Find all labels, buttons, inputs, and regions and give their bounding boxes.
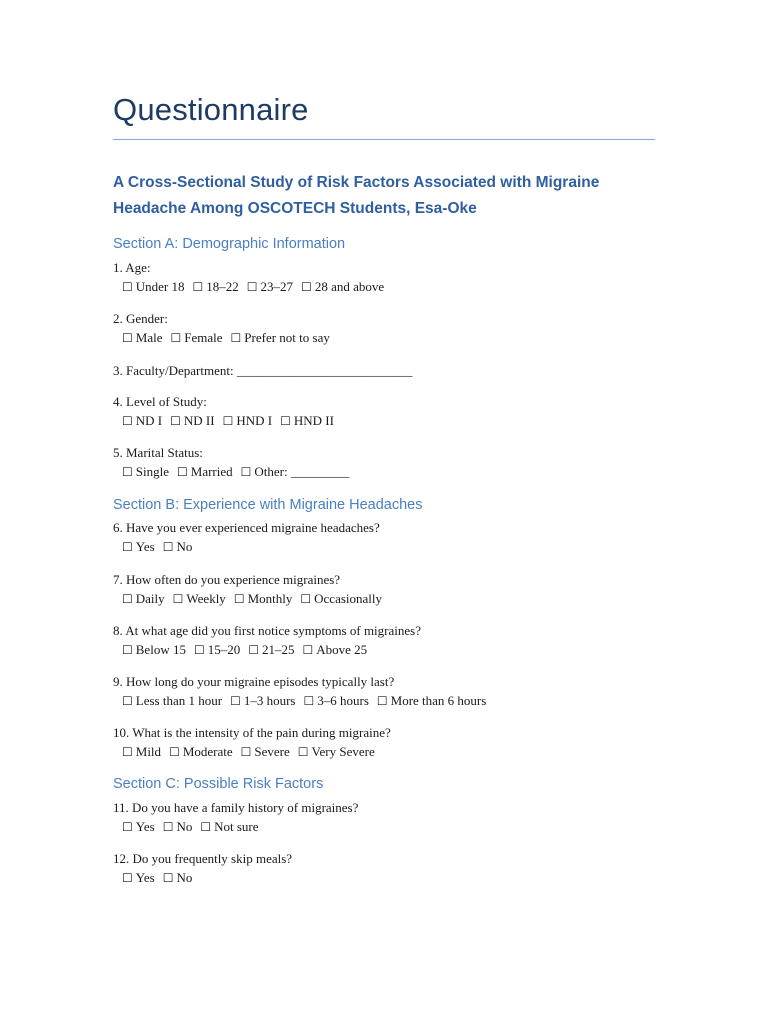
options — [113, 463, 357, 481]
checkbox-icon[interactable]: ☐ — [280, 414, 291, 428]
option-label: 21–25 — [262, 642, 295, 657]
option-label: Weekly — [186, 591, 226, 606]
option-label: No — [176, 539, 193, 554]
option-0[interactable] — [122, 818, 155, 836]
checkbox-icon[interactable]: ☐ — [122, 745, 133, 759]
option-1[interactable] — [193, 278, 239, 296]
option-label: Male — [135, 330, 163, 345]
checkbox-icon[interactable]: ☐ — [162, 871, 174, 885]
question-11 — [113, 799, 358, 836]
option-label: HND II — [293, 413, 334, 428]
checkbox-icon[interactable]: ☐ — [172, 592, 184, 606]
option-1[interactable] — [169, 743, 233, 761]
checkbox-icon[interactable]: ☐ — [303, 694, 315, 708]
page-title: Questionnaire — [113, 92, 309, 127]
question-2 — [113, 310, 338, 347]
checkbox-icon[interactable]: ☐ — [162, 820, 174, 834]
checkbox-icon[interactable]: ☐ — [177, 465, 188, 479]
option-label: Under 18 — [135, 279, 185, 294]
checkbox-icon[interactable]: ☐ — [240, 465, 252, 479]
checkbox-icon[interactable]: ☐ — [169, 745, 180, 759]
option-1[interactable] — [177, 463, 233, 481]
question-text: 10. What is the intensity of the pain during migraine? — [113, 725, 391, 740]
option-2[interactable] — [241, 743, 290, 761]
option-label: No — [176, 870, 193, 885]
checkbox-icon[interactable]: ☐ — [246, 280, 258, 294]
option-label: Other: _________ — [254, 464, 350, 479]
option-label: 15–20 — [207, 642, 241, 657]
title-divider — [113, 139, 655, 140]
option-label: Moderate — [182, 744, 233, 759]
option-0[interactable] — [122, 692, 222, 710]
checkbox-icon[interactable]: ☐ — [170, 331, 182, 345]
option-label: Married — [190, 464, 233, 479]
options — [113, 412, 342, 430]
option-label: More than 6 hours — [390, 693, 487, 708]
question-1 — [113, 259, 392, 296]
question-12 — [113, 850, 292, 887]
option-label: 23–27 — [260, 279, 294, 294]
checkbox-icon[interactable]: ☐ — [122, 694, 133, 708]
option-0[interactable] — [122, 278, 185, 296]
question-4 — [113, 393, 342, 430]
option-0[interactable] — [122, 590, 165, 608]
question-6 — [113, 519, 380, 556]
question-10 — [113, 724, 391, 761]
option-3[interactable] — [298, 743, 375, 761]
option-1[interactable] — [230, 692, 295, 710]
checkbox-icon[interactable]: ☐ — [248, 643, 259, 657]
option-label: Monthly — [247, 591, 293, 606]
option-label: HND I — [236, 413, 273, 428]
option-label: 28 and above — [314, 279, 385, 294]
checkbox-icon[interactable]: ☐ — [302, 643, 314, 657]
question-9 — [113, 673, 494, 710]
section-c-heading: Section C: Possible Risk Factors — [113, 776, 324, 792]
question-3 — [113, 362, 412, 380]
faculty-department-field[interactable]: 3. Faculty/Department: ___________________________ — [113, 363, 413, 378]
option-2[interactable] — [223, 412, 273, 430]
option-2[interactable] — [234, 590, 293, 608]
option-label: Prefer not to say — [244, 330, 330, 345]
option-label: Below 15 — [135, 642, 186, 657]
options — [113, 818, 358, 836]
question-text: 7. How often do you experience migraines? — [113, 572, 341, 587]
checkbox-icon[interactable]: ☐ — [300, 592, 312, 606]
checkbox-icon[interactable]: ☐ — [200, 820, 212, 834]
option-label: Daily — [135, 591, 165, 606]
checkbox-icon[interactable]: ☐ — [122, 820, 133, 834]
question-7 — [113, 571, 390, 608]
section-a-heading: Section A: Demographic Information — [113, 236, 346, 252]
option-label: Occasionally — [314, 591, 383, 606]
checkbox-icon[interactable]: ☐ — [297, 745, 309, 759]
option-1[interactable] — [170, 412, 214, 430]
option-2[interactable] — [241, 463, 350, 481]
option-3[interactable] — [300, 590, 382, 608]
option-label: ND II — [183, 413, 215, 428]
checkbox-icon[interactable]: ☐ — [122, 465, 133, 479]
options — [113, 869, 292, 887]
section-b-heading: Section B: Experience with Migraine Headaches — [113, 497, 423, 513]
option-label: Less than 1 hour — [135, 693, 223, 708]
option-0[interactable] — [122, 743, 161, 761]
checkbox-icon[interactable]: ☐ — [122, 280, 133, 294]
option-3[interactable] — [377, 692, 486, 710]
question-text: 6. Have you ever experienced migraine headaches? — [113, 520, 380, 535]
question-5 — [113, 444, 357, 481]
option-1[interactable] — [163, 818, 193, 836]
checkbox-icon[interactable]: ☐ — [240, 745, 252, 759]
option-2[interactable] — [247, 278, 293, 296]
options — [113, 692, 494, 710]
option-label: 1–3 hours — [243, 693, 296, 708]
checkbox-icon[interactable]: ☐ — [122, 331, 133, 345]
checkbox-icon[interactable]: ☐ — [122, 871, 133, 885]
question-text: 2. Gender: — [113, 311, 168, 326]
question-text: 8. At what age did you first notice symptoms of migraines? — [113, 623, 421, 638]
option-1[interactable] — [173, 590, 226, 608]
option-label: Yes — [135, 539, 155, 554]
option-1[interactable] — [170, 329, 222, 347]
option-2[interactable] — [248, 641, 294, 659]
option-1[interactable] — [194, 641, 240, 659]
option-label: Female — [184, 330, 223, 345]
option-label: No — [176, 819, 193, 834]
option-1[interactable] — [163, 869, 193, 887]
option-label: Above 25 — [316, 642, 368, 657]
checkbox-icon[interactable]: ☐ — [230, 694, 241, 708]
option-3[interactable] — [301, 278, 384, 296]
option-label: 18–22 — [206, 279, 239, 294]
option-1[interactable] — [163, 538, 193, 556]
checkbox-icon[interactable]: ☐ — [122, 643, 133, 657]
options — [113, 743, 391, 761]
options — [113, 278, 392, 296]
option-label: Yes — [135, 819, 155, 834]
question-8 — [113, 622, 421, 659]
option-3[interactable] — [280, 412, 334, 430]
option-0[interactable] — [122, 538, 155, 556]
study-subtitle: A Cross-Sectional Study of Risk Factors Associated with Migraine Headache Among OSCOTECH Students, Esa-Oke — [113, 174, 600, 217]
option-3[interactable] — [303, 641, 368, 659]
option-label: ND I — [135, 413, 163, 428]
question-text: 1. Age: — [113, 260, 151, 275]
checkbox-icon[interactable]: ☐ — [122, 540, 133, 554]
question-text: 5. Marital Status: — [113, 445, 203, 460]
checkbox-icon[interactable]: ☐ — [122, 592, 133, 606]
checkbox-icon[interactable]: ☐ — [193, 643, 205, 657]
question-text: 4. Level of Study: — [113, 394, 207, 409]
question-text: 11. Do you have a family history of migraines? — [113, 800, 359, 815]
question-text: 9. How long do your migraine episodes typically last? — [113, 674, 395, 689]
option-2[interactable] — [231, 329, 330, 347]
option-0[interactable] — [122, 463, 169, 481]
option-label: Not sure — [214, 819, 259, 834]
option-0[interactable] — [122, 329, 162, 347]
option-0[interactable] — [122, 869, 155, 887]
options — [113, 329, 338, 347]
checkbox-icon[interactable]: ☐ — [222, 414, 234, 428]
option-label: Mild — [135, 744, 162, 759]
option-label: Severe — [254, 744, 290, 759]
options — [113, 641, 421, 659]
option-0[interactable] — [122, 412, 162, 430]
checkbox-icon[interactable]: ☐ — [192, 280, 204, 294]
checkbox-icon[interactable]: ☐ — [230, 331, 242, 345]
checkbox-icon[interactable]: ☐ — [170, 414, 181, 428]
option-2[interactable] — [200, 818, 258, 836]
options — [113, 590, 390, 608]
option-label: Yes — [135, 870, 155, 885]
option-label: Single — [135, 464, 169, 479]
checkbox-icon[interactable]: ☐ — [376, 694, 388, 708]
checkbox-icon[interactable]: ☐ — [122, 414, 133, 428]
question-text: 12. Do you frequently skip meals? — [113, 851, 293, 866]
option-label: Very Severe — [311, 744, 375, 759]
checkbox-icon[interactable]: ☐ — [233, 592, 245, 606]
option-0[interactable] — [122, 641, 186, 659]
options — [113, 538, 380, 556]
option-2[interactable] — [303, 692, 368, 710]
option-label: 3–6 hours — [317, 693, 369, 708]
checkbox-icon[interactable]: ☐ — [301, 280, 312, 294]
checkbox-icon[interactable]: ☐ — [162, 540, 174, 554]
